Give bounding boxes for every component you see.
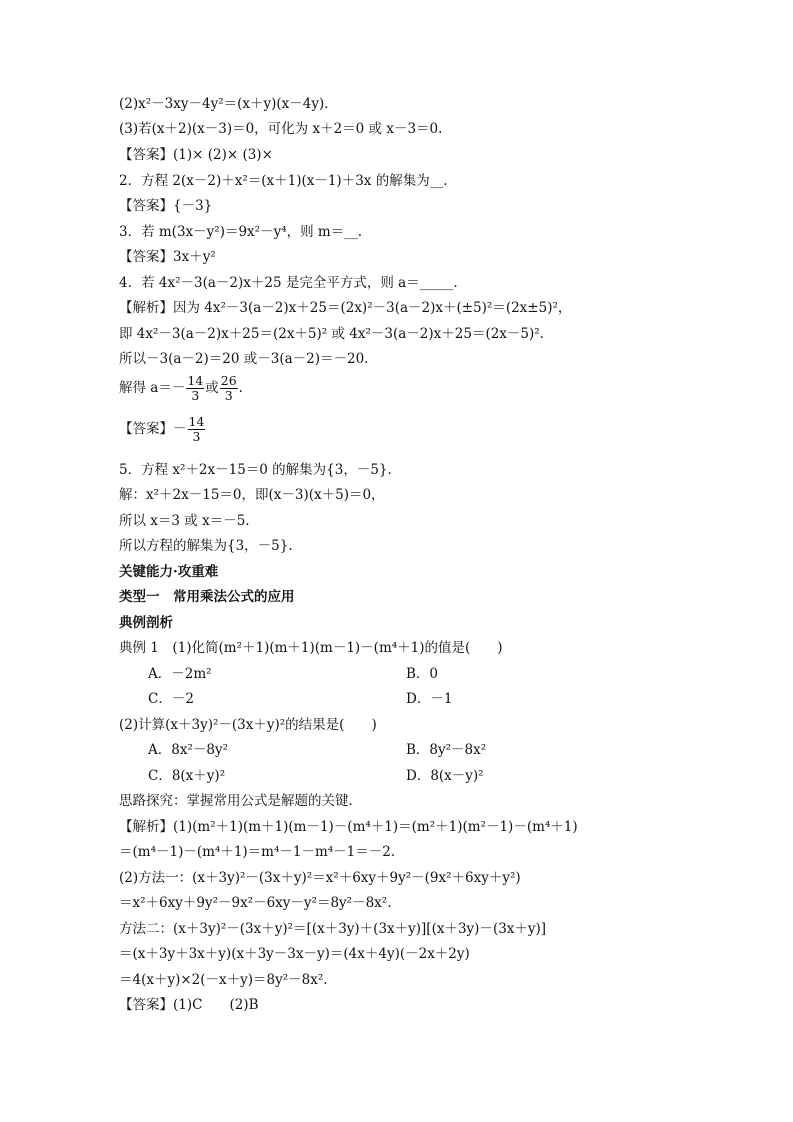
text-line: ＝(m⁴－1)－(m⁴＋1)＝m⁴－1－m⁴－1＝－2. [119,844,396,860]
denominator: 3 [192,429,201,444]
text-line: 方法二：(x＋3y)²－(3x＋y)²＝[(x＋3y)＋(3x＋y)][(x＋3y)－(3x＋y)] [119,921,547,937]
question-4: 4．若 4x²－3(a－2)x＋25 是完全平方式，则 a＝_____. [119,275,458,291]
numerator: 14 [187,373,204,388]
section-heading: 关键能力·攻重难 [119,564,219,580]
text-line: 所以方程的解集为{3，－5}. [119,538,293,554]
text-line: (3)若(x＋2)(x－3)＝0，可化为 x＋2＝0 或 x－3＝0. [119,121,443,137]
option-b: B．8y²－8x² [406,742,487,758]
option-d: D．－1 [406,691,453,707]
answer-line: 【答案】{－3} [119,198,213,214]
answer-line: 【答案】(1)C (2)B [119,997,259,1013]
text-segment: 解得 a＝－ [119,380,186,396]
example-question: 典例 1 (1)化简(m²＋1)(m＋1)(m－1)－(m⁴＋1)的值是( ) [119,640,503,656]
numerator: 14 [188,414,205,429]
option-d: D．8(x－y)² [406,768,484,784]
text-line: 所以－3(a－2)＝20 或－3(a－2)＝－20. [119,351,369,367]
text-line: 所以 x＝3 或 x＝－5. [119,513,250,529]
fraction [220,374,238,403]
answer-line [119,415,206,455]
text-line: (2)方法一：(x＋3y)²－(3x＋y)²＝x²＋6xy＋9y²－(9x²＋6xy＋y²) [119,870,521,886]
denominator: 3 [191,388,200,403]
question-2: 2．方程 2(x－2)＋x²＝(x＋1)(x－1)＋3x 的解集为__. [119,173,448,189]
solution-line [119,374,243,414]
text-line: ＝(x＋3y＋3x＋y)(x＋3y－3x－y)＝(4x＋4y)(－2x＋2y) [119,946,470,962]
question-3: 3．若 m(3x－y²)＝9x²－y⁴，则 m＝__. [119,224,362,240]
option-a: A．－2m² [148,666,212,682]
option-b: B．0 [406,666,439,682]
option-a: A．8x²－8y² [148,742,228,758]
text-segment: . [238,380,243,396]
text-line: 解：x²＋2x－15＝0，即(x－3)(x＋5)＝0， [119,487,385,503]
section-heading: 类型一 常用乘法公式的应用 [119,589,295,605]
fraction [188,415,206,444]
section-heading: 典例剖析 [119,615,173,631]
text-line: (2)x²－3xy－4y²＝(x＋y)(x－4y)． [119,96,338,112]
text-line: ＝4(x＋y)×2(－x＋y)＝8y²－8x². [119,972,328,988]
text-segment: 【答案】－ [119,421,187,437]
example-question: (2)计算(x＋3y)²－(3x＋y)²的结果是( ) [119,717,377,733]
analysis-line: 【解析】(1)(m²＋1)(m＋1)(m－1)－(m⁴＋1)＝(m²＋1)(m²－1)－(m⁴＋1) [119,819,578,835]
text-line: 即 4x²－3(a－2)x＋25＝(2x＋5)² 或 4x²－3(a－2)x＋25＝(2x－5)². [119,326,544,342]
text-line: 思路探究：掌握常用公式是解题的关键． [119,793,362,809]
text-line: ＝x²＋6xy＋9y²－9x²－6xy－y²＝8y²－8x². [119,895,392,911]
answer-line: 【答案】3x＋y² [119,249,216,265]
option-c: C．－2 [148,691,194,707]
analysis-line: 【解析】因为 4x²－3(a－2)x＋25＝(2x)²－3(a－2)x＋(±5)²＝(2x±5)²， [119,300,572,316]
option-c: C．8(x＋y)² [148,768,226,784]
numerator: 26 [220,373,237,388]
answer-line: 【答案】(1)× (2)× (3)× [119,147,273,163]
denominator: 3 [224,388,233,403]
question-5: 5．方程 x²＋2x－15＝0 的解集为{3，－5}. [119,462,392,478]
text-segment: 或 [205,380,219,396]
fraction [186,374,204,403]
